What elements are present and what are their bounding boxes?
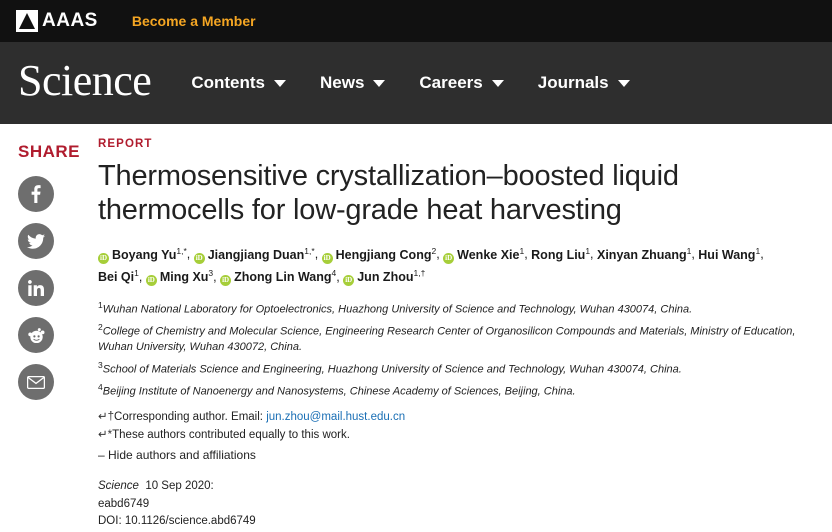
affiliation-text: School of Materials Science and Engineering, Huazhong University of Science and Technology, Wuhan 430074, China.: [102, 363, 682, 376]
orcid-icon: iD: [100, 253, 107, 262]
author-name: Hengjiang Cong: [335, 247, 432, 262]
author-affiliation-marker: 2: [431, 245, 437, 256]
author-affiliation-marker: 1: [755, 245, 761, 256]
author-name: Wenke Xie: [457, 247, 520, 262]
corresponding-author-line: [98, 409, 808, 423]
author-item[interactable]: [194, 245, 315, 262]
nav-item-careers-label: Careers: [419, 73, 483, 92]
chevron-down-icon: [492, 80, 504, 87]
share-rail: [0, 134, 98, 530]
orcid-icon: iD: [345, 276, 353, 285]
author-name: Zhong Lin Wang: [234, 270, 332, 285]
author-affiliation-marker: 1: [585, 245, 591, 256]
become-a-member-link[interactable]: Become a Member: [131, 13, 256, 29]
journal-name: Science: [98, 480, 139, 493]
aaas-top-bar: [0, 0, 832, 42]
affiliation-text: Beijing Institute of Nanoenergy and Nanosystems, Chinese Academy of Sciences, Beijing, China.: [102, 385, 576, 398]
author-affiliation-marker: 4: [331, 268, 337, 279]
author-affiliation-marker: 1: [686, 245, 692, 256]
share-heading: SHARE: [18, 142, 81, 161]
author-item[interactable]: [322, 245, 437, 262]
author-list: iD Boyang $Yu^{1,*}$, iD Jiangjiang Duan$^{1,*}$, iD Hengjiang Cong$^2$, iD Wenke Xie$^1$, Rong Liu$^1$, Xinyan Zhuang$^1$, Hui Wang$^1$, Bei Qi$^1$, iD Ming Xu$^3$, iD Zhong Lin Wang$^4$, iD Jun Zhou$^{1,\dagger}$: [98, 245, 764, 285]
nav-item-contents-label: Contents: [191, 73, 265, 92]
chevron-down-icon: [618, 80, 630, 87]
corresponding-marker: ↵†: [98, 411, 115, 424]
affiliation-text: College of Chemistry and Molecular Science, Engineering Research Center of Organosilicon Compounds and Materials, Ministry of Education, Wuhan University, Wuhan 430072, China.: [98, 325, 796, 354]
reddit-icon[interactable]: [18, 317, 54, 353]
author-affiliation-marker: 1,*: [304, 245, 315, 256]
affiliation-marker: 1: [98, 299, 103, 310]
chevron-down-icon: [373, 80, 385, 87]
nav-item-careers[interactable]: [419, 73, 503, 93]
author-affiliation-marker: 3: [208, 268, 214, 279]
affiliation-list: [98, 299, 808, 401]
citation-block: [98, 478, 808, 530]
author-affiliation-marker: 1,*: [176, 245, 187, 256]
nav-item-news-label: News: [319, 73, 365, 92]
orcid-icon: iD: [147, 276, 155, 285]
author-item[interactable]: [531, 245, 591, 262]
equal-contribution-marker: ↵*: [98, 429, 113, 442]
affiliation-marker: 2: [98, 322, 103, 333]
author-item[interactable]: [98, 270, 139, 284]
orcid-icon: iD: [195, 253, 203, 262]
email-icon[interactable]: [18, 364, 54, 400]
article-number: eabd6749: [98, 497, 150, 510]
nav-item-news[interactable]: [320, 73, 385, 93]
twitter-icon[interactable]: [18, 223, 54, 259]
equal-contribution-text: These authors contributed equally to this work.: [112, 429, 350, 442]
page-title: Thermosensitive crystallization–boosted liquid thermocells for low-grade heat harvesting: [98, 160, 679, 227]
author-affiliation-marker: 1,†: [413, 268, 426, 279]
nav-item-journals[interactable]: [538, 73, 630, 93]
author-item[interactable]: [698, 245, 761, 262]
main-navigation-bar: [0, 42, 832, 124]
author-name: Bei Qi: [98, 270, 135, 285]
author-item[interactable]: [98, 245, 187, 262]
affiliation-item: [98, 299, 808, 318]
corresponding-email-link[interactable]: jun.zhou@mail.hust.edu.cn: [266, 411, 406, 424]
aaas-triangle-icon: [16, 10, 38, 32]
author-affiliation-marker: 1: [519, 245, 525, 256]
author-name: Xinyan Zhuang: [597, 247, 687, 262]
chevron-down-icon: [274, 80, 286, 87]
equal-contribution-line: [98, 427, 808, 441]
orcid-icon: iD: [323, 253, 331, 262]
nav-items: [191, 73, 629, 93]
nav-item-contents[interactable]: [191, 73, 286, 93]
corresponding-label: Corresponding author. Email:: [114, 411, 263, 424]
author-name: Hui Wang: [698, 247, 756, 262]
affiliation-text: Wuhan National Laboratory for Optoelectronics, Huazhong University of Science and Technology, Wuhan 430074, China.: [102, 303, 693, 316]
facebook-icon[interactable]: [18, 176, 54, 212]
linkedin-icon[interactable]: [18, 270, 54, 306]
author-name: Ming Xu: [159, 270, 209, 285]
affiliation-item: [98, 381, 808, 400]
affiliation-item: [98, 359, 808, 378]
author-item[interactable]: [443, 245, 525, 262]
page-content: [0, 124, 832, 530]
author-name: Jiangjiang Duan: [207, 247, 305, 262]
article-type-kicker: REPORT: [98, 138, 153, 150]
author-item[interactable]: [146, 270, 213, 284]
article-header: [98, 134, 832, 530]
aaas-logo[interactable]: [16, 10, 98, 32]
publication-date: 10 Sep 2020:: [145, 480, 214, 493]
orcid-icon: iD: [222, 276, 230, 285]
nav-item-journals-label: Journals: [537, 73, 609, 92]
author-name: Jun Zhou: [357, 270, 414, 285]
author-item[interactable]: [343, 270, 425, 284]
hide-authors-toggle[interactable]: – Hide authors and affiliations: [98, 448, 256, 463]
author-item[interactable]: [597, 245, 692, 262]
affiliation-item: [98, 321, 808, 356]
affiliation-marker: 4: [98, 382, 103, 393]
science-brand-logo[interactable]: Science: [18, 56, 152, 105]
author-item[interactable]: [220, 270, 336, 284]
affiliation-marker: 3: [98, 359, 103, 370]
aaas-logo-text: AAAS: [42, 10, 98, 31]
author-name: Boyang Yu: [112, 247, 177, 262]
orcid-icon: iD: [445, 253, 453, 262]
author-affiliation-marker: 1: [134, 268, 139, 279]
author-name: Rong Liu: [531, 247, 586, 262]
article-doi: DOI: 10.1126/science.abd6749: [98, 514, 256, 527]
